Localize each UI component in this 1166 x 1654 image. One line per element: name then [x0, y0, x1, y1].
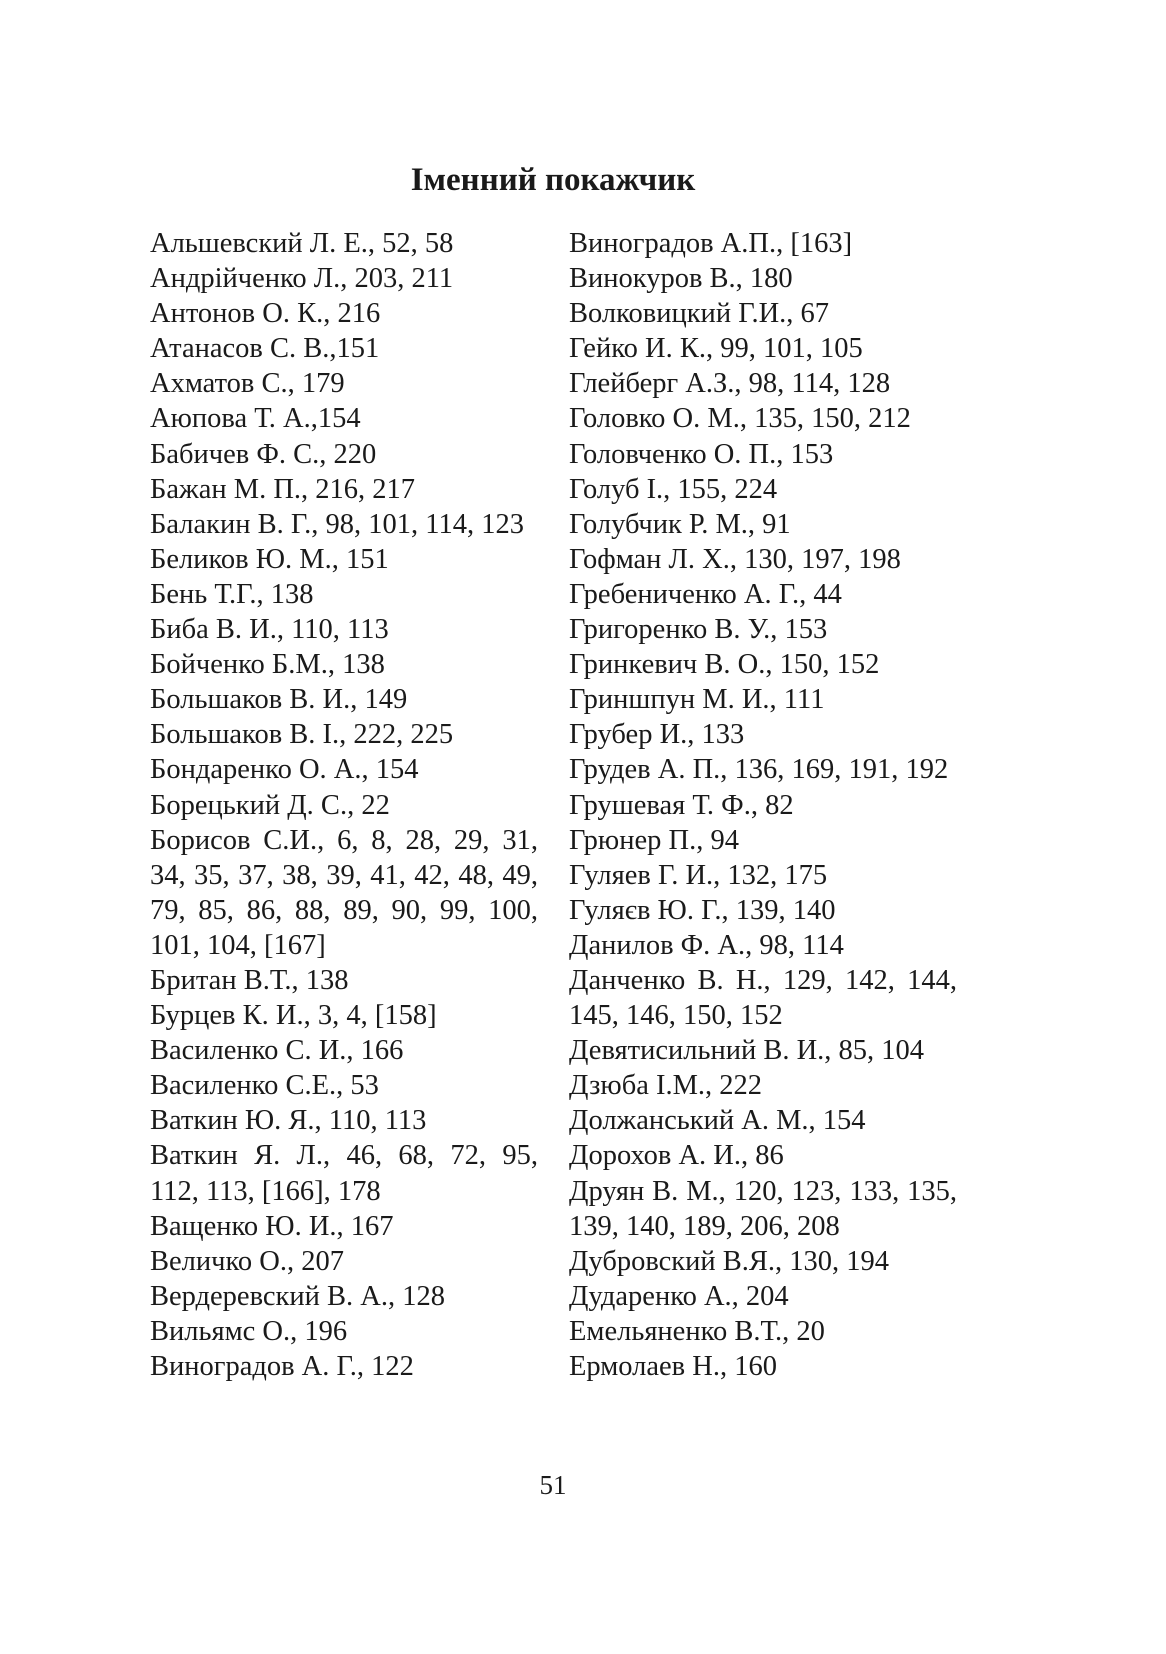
index-entry: Альшевский Л. Е., 52, 58	[150, 228, 454, 259]
index-entry: Вильямс О., 196	[150, 1315, 348, 1347]
index-entry: Ваткин Ю. Я., 110, 113	[150, 1105, 427, 1137]
index-entry: Головко О. М., 135, 150, 212	[569, 403, 911, 435]
index-entry: Гофман Л. Х., 130, 197, 198	[569, 543, 901, 575]
index-entry: Винокуров В., 180	[569, 263, 793, 295]
index-entry: Гуляєв Ю. Г., 139, 140	[569, 894, 836, 926]
index-entry: Биба В. И., 110, 113	[150, 614, 389, 646]
index-entry: Гейко И. К., 99, 101, 105	[569, 333, 863, 365]
index-entry: Грюнер П., 94	[569, 824, 739, 856]
index-entry: Большаков В. І., 222, 225	[150, 719, 454, 751]
index-entry: Девятисильний В. И., 85, 104	[569, 1035, 925, 1067]
index-entry: Должанський А. М., 154	[569, 1105, 866, 1137]
index-entry: Данилов Ф. А., 98, 114	[569, 929, 844, 961]
index-entry: Беликов Ю. М., 151	[150, 543, 389, 575]
index-entry: Аюпова Т. А.,154	[150, 403, 361, 435]
index-entry: Бондаренко О. А., 154	[150, 754, 419, 786]
index-entry: Ахматов С., 179	[150, 368, 345, 400]
index-entry: Ваткин Я. Л., 46, 68, 72, 95, 112, 113, [166], 178	[150, 1140, 538, 1207]
index-entry: Гриншпун М. И., 111	[569, 684, 825, 716]
index-entry: Гринкевич В. О., 150, 152	[569, 649, 880, 681]
index-entry: Виноградов А.П., [163]	[569, 228, 853, 259]
index-entry: Ермолаев Н., 160	[569, 1351, 777, 1382]
index-entry: Бойченко Б.М., 138	[150, 649, 385, 681]
index-entry: Григоренко В. У., 153	[569, 614, 828, 646]
page-number: 51	[539, 1470, 567, 1500]
index-entry: Большаков В. И., 149	[150, 684, 408, 716]
index-entry: Виноградов А. Г., 122	[150, 1351, 414, 1382]
index-entry: Величко О., 207	[150, 1245, 344, 1277]
index-entry: Грудев А. П., 136, 169, 191, 192	[569, 754, 949, 786]
index-entry: Головченко О. П., 153	[569, 438, 834, 470]
index-entry: Бурцев К. И., 3, 4, [158]	[150, 1000, 437, 1032]
index-entry: Дубровский В.Я., 130, 194	[569, 1245, 889, 1277]
index-entry: Ващенко Ю. И., 167	[150, 1210, 394, 1242]
page-title: Іменний покажчик	[410, 162, 696, 199]
index-entry: Гуляев Г. И., 132, 175	[569, 859, 828, 891]
index-entry: Борецький Д. С., 22	[150, 789, 390, 821]
index-entry: Голуб І., 155, 224	[569, 473, 778, 505]
index-entry: Британ В.Т., 138	[150, 964, 349, 996]
index-entry: Данченко В. Н., 129, 142, 144, 145, 146, 150, 152	[569, 964, 957, 1032]
index-entry: Гребениченко А. Г., 44	[569, 578, 842, 610]
index-entry: Атанасов С. В.,151	[150, 333, 380, 365]
index-entry: Дзюба І.М., 222	[569, 1070, 763, 1102]
index-entry: Антонов О. К., 216	[150, 298, 381, 330]
index-entry: Бень Т.Г., 138	[150, 578, 314, 610]
index-entry: Емельяненко В.Т., 20	[569, 1315, 825, 1347]
index-entry: Дударенко А., 204	[569, 1280, 789, 1312]
index-entry: Андрійченко Л., 203, 211	[150, 263, 454, 295]
index-entry: Вердеревский В. А., 128	[150, 1280, 445, 1312]
index-entry: Бабичев Ф. С., 220	[150, 438, 377, 470]
index-entry: Голубчик Р. М., 91	[569, 508, 791, 540]
index-entry: Василенко С.Е., 53	[150, 1070, 379, 1102]
index-entry: Бажан М. П., 216, 217	[150, 473, 416, 505]
index-entry: Борисов С.И., 6, 8, 28, 29, 31, 34, 35, 37, 38, 39, 41, 42, 48, 49, 79, 85, 86, 88, 89, 90, 99, 100, 101, 104, [167]	[150, 824, 538, 961]
index-entry: Волковицкий Г.И., 67	[569, 298, 830, 330]
index-entry: Василенко С. И., 166	[150, 1035, 404, 1067]
index-column-left	[150, 226, 538, 1384]
index-entry: Глейберг А.З., 98, 114, 128	[569, 368, 891, 400]
index-entry: Балакин В. Г., 98, 101, 114, 123	[150, 508, 524, 540]
index-column-right	[569, 226, 957, 1384]
index-entry: Грубер И., 133	[569, 719, 745, 751]
index-entry: Друян В. М., 120, 123, 133, 135, 139, 140, 189, 206, 208	[569, 1175, 957, 1242]
index-entry: Дорохов А. И., 86	[569, 1140, 784, 1172]
index-entry: Грушевая Т. Ф., 82	[569, 789, 794, 821]
